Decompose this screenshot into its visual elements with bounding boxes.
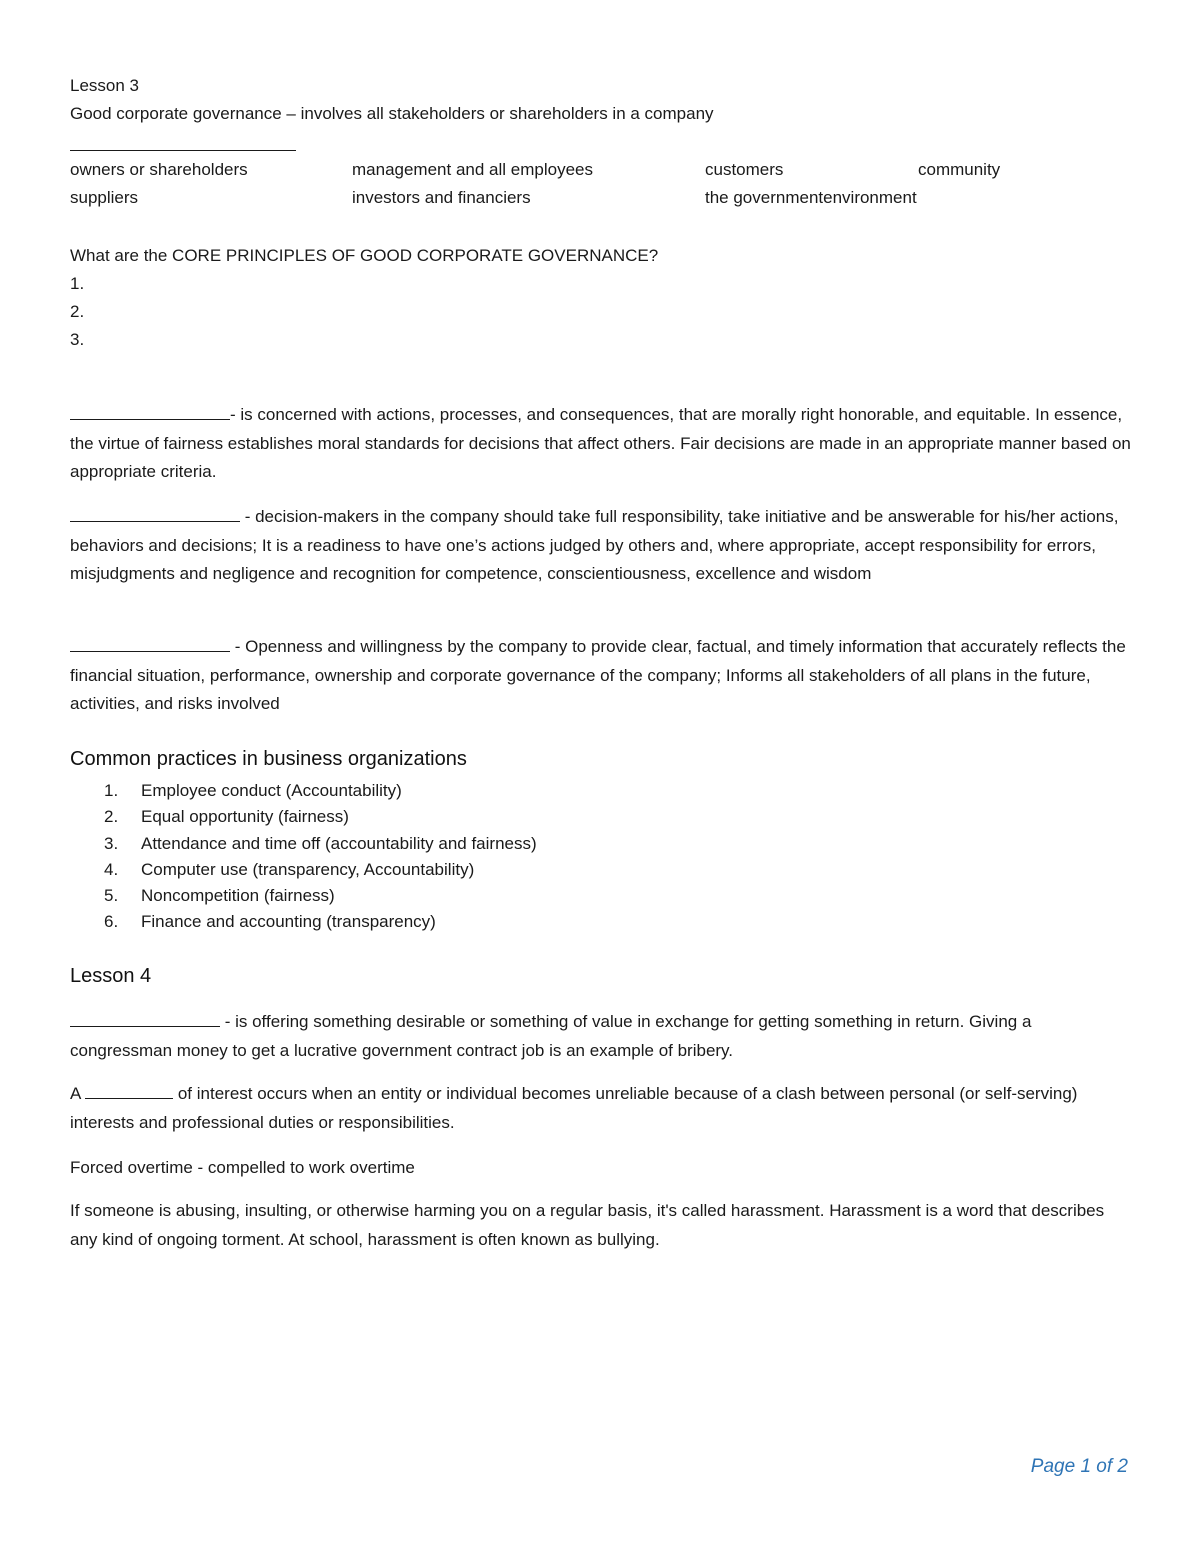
list-item: 2. Equal opportunity (fairness)	[104, 807, 349, 827]
harassment-paragraph: If someone is abusing, insulting, or otherwise harming you on a regular basis, it's called harassment. Harassment is a word that describes any kind of ongoing torment. At school, harassment is often known as bullying.	[70, 1201, 1105, 1249]
fairness-paragraph	[70, 401, 1135, 487]
transparency-paragraph	[70, 633, 1135, 719]
core-principles-question: What are the CORE PRINCIPLES OF GOOD CORPORATE GOVERNANCE?	[70, 246, 659, 265]
list-item: 1. Employee conduct (Accountability)	[104, 781, 402, 800]
lesson3-title: Lesson 3	[70, 76, 139, 95]
fill-in-blank	[85, 1082, 173, 1099]
accountability-paragraph	[70, 503, 1135, 589]
list-item: 5. Noncompetition (fairness)	[104, 886, 335, 906]
stakeholder-item: community	[918, 160, 1001, 179]
fill-in-blank	[70, 403, 230, 420]
lesson4-title: Lesson 4	[70, 965, 152, 987]
practices-list	[70, 778, 537, 936]
practices-heading: Common practices in business organizations	[70, 748, 467, 770]
conflict-paragraph: A of interest occurs when an entity or individual becomes unreliable because of a clash between personal (or self-serving) interests and professional duties or responsibilities.	[70, 1084, 1078, 1132]
stakeholder-item: customers	[705, 160, 784, 179]
fill-in-blank	[70, 635, 230, 652]
lesson3-intro: Good corporate governance – involves all stakeholders or shareholders in a company	[70, 104, 714, 123]
stakeholder-item: management and all employees	[352, 160, 593, 179]
stakeholder-item: investors and financiers	[352, 188, 531, 207]
stakeholder-item: the governmentenvironment	[705, 188, 917, 207]
answer-number: 1.	[70, 274, 85, 293]
transparency-definition: - Openness and willingness by the company to provide clear, factual, and timely information that accurately reflects the financial situation, performance, ownership and corporate governance of the company; Informs all stakeholders of all plans in the future, activities, and risks involved	[70, 637, 1126, 713]
forced-overtime-text: Forced overtime - compelled to work overtime	[70, 1158, 415, 1177]
list-item: 3. Attendance and time off (accountability and fairness)	[104, 833, 537, 853]
list-item: 6. Finance and accounting (transparency)	[104, 912, 436, 932]
fairness-definition: - is concerned with actions, processes, and consequences, that are morally right honorable, and equitable. In essence, the virtue of fairness establishes moral standards for decisions that affect others. Fair decisions are made in an appropriate manner based on appropriate criteria.	[70, 405, 1131, 481]
stakeholder-item: suppliers	[70, 188, 139, 207]
conflict-definition: of interest occurs when an entity or individual becomes unreliable because of a clash between personal (or self-serving) interests and professional duties or responsibilities.	[70, 1084, 1078, 1132]
bribery-definition: - is offering something desirable or something of value in exchange for getting something in return. Giving a congressman money to get a lucrative government contract job is an example of bribery.	[70, 1012, 1032, 1060]
accountability-definition: - decision-makers in the company should take full responsibility, take initiative and be answerable for his/her actions, behaviors and decisions; It is a readiness to have one’s actions judged by others and, where appropriate, accept responsibility for errors, misjudgments and negligence and recognition for competence, conscientiousness, excellence and wisdom	[70, 507, 1119, 583]
fill-in-blank	[70, 1010, 220, 1027]
fill-in-blank	[70, 505, 240, 522]
blank-rule	[70, 150, 296, 151]
list-item: 4. Computer use (transparency, Accountability)	[104, 859, 475, 879]
answer-number: 3.	[70, 330, 85, 349]
page-number: Page 1 of 2	[1030, 1456, 1128, 1477]
bribery-paragraph	[70, 1008, 1135, 1065]
stakeholder-item: owners or shareholders	[70, 160, 248, 179]
answer-number: 2.	[70, 302, 85, 321]
